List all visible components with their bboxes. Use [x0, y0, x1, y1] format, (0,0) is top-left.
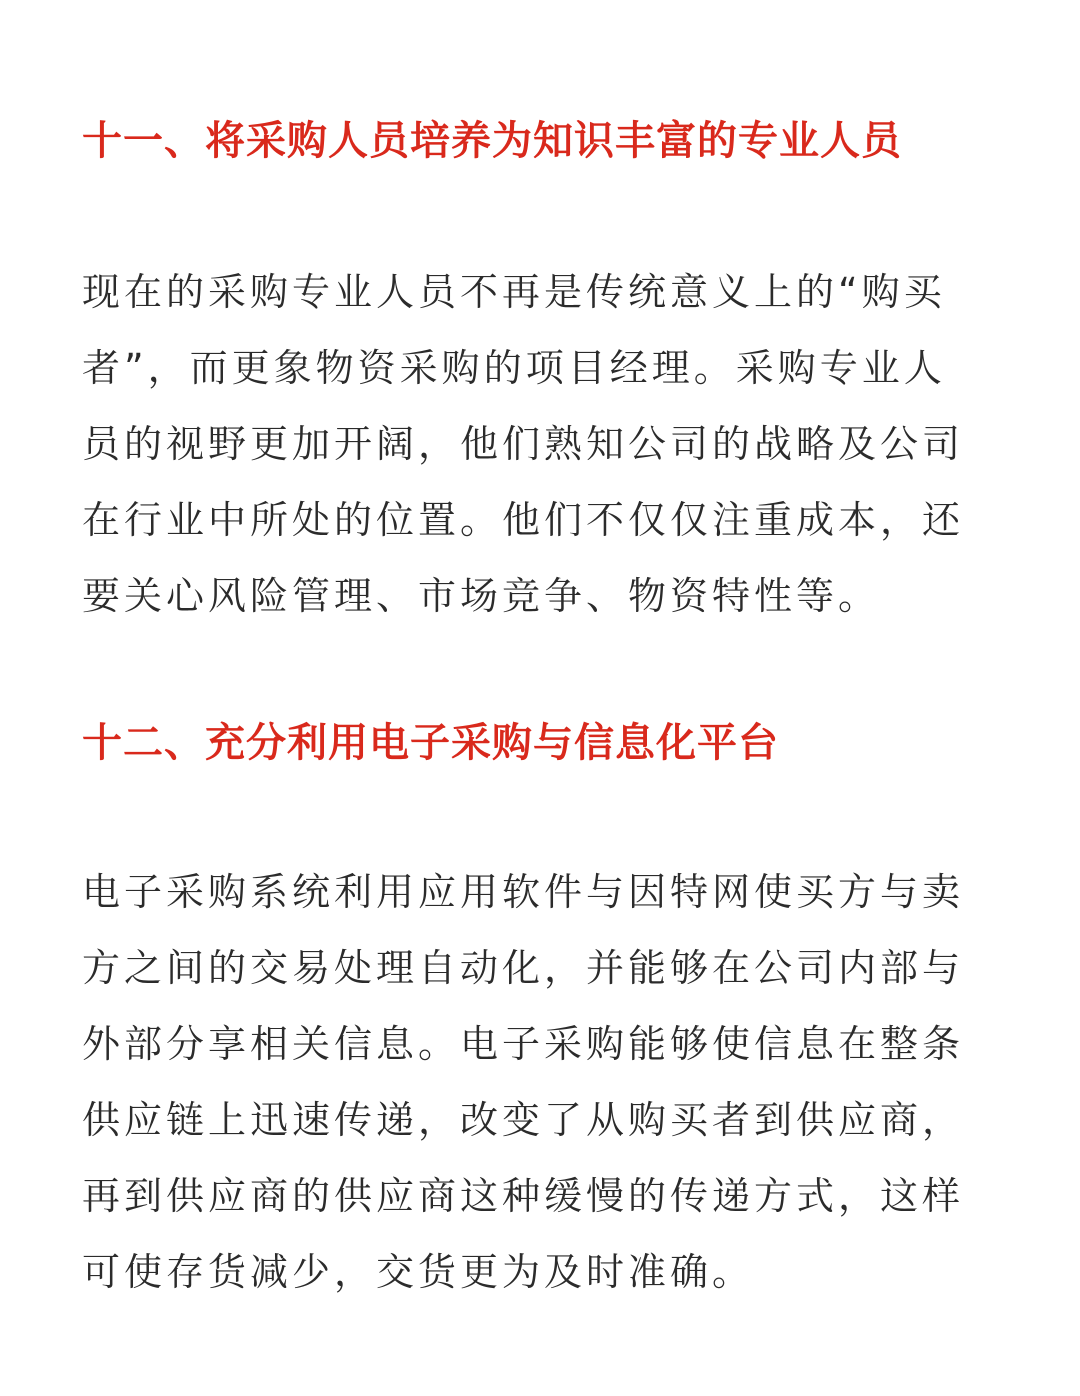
section-heading-12: 十二、充分利用电子采购与信息化平台 — [82, 720, 779, 766]
paragraph-line: 者”，而更象物资采购的项目经理。采购专业人 — [82, 346, 946, 390]
paragraph-line: 外部分享相关信息。电子采购能够使信息在整条 — [82, 1022, 965, 1066]
section-heading-11: 十一、将采购人员培养为知识丰富的专业人员 — [82, 118, 902, 164]
section-paragraph-11 — [82, 254, 1002, 634]
paragraph-line: 员的视野更加开阔，他们熟知公司的战略及公司 — [82, 422, 965, 466]
paragraph-line: 方之间的交易处理自动化，并能够在公司内部与 — [82, 946, 965, 990]
paragraph-line: 要关心风险管理、市场竞争、物资特性等。 — [82, 574, 881, 618]
paragraph-line: 再到供应商的供应商这种缓慢的传递方式，这样 — [82, 1174, 965, 1218]
paragraph-line: 供应链上迅速传递，改变了从购买者到供应商， — [82, 1098, 965, 1142]
paragraph-line: 现在的采购专业人员不再是传统意义上的“购买 — [82, 270, 946, 314]
paragraph-line: 可使存货减少，交货更为及时准确。 — [82, 1250, 755, 1294]
paragraph-line: 在行业中所处的位置。他们不仅仅注重成本，还 — [82, 498, 965, 542]
section-paragraph-12 — [82, 854, 1002, 1310]
paragraph-line: 电子采购系统利用应用软件与因特网使买方与卖 — [82, 870, 965, 914]
